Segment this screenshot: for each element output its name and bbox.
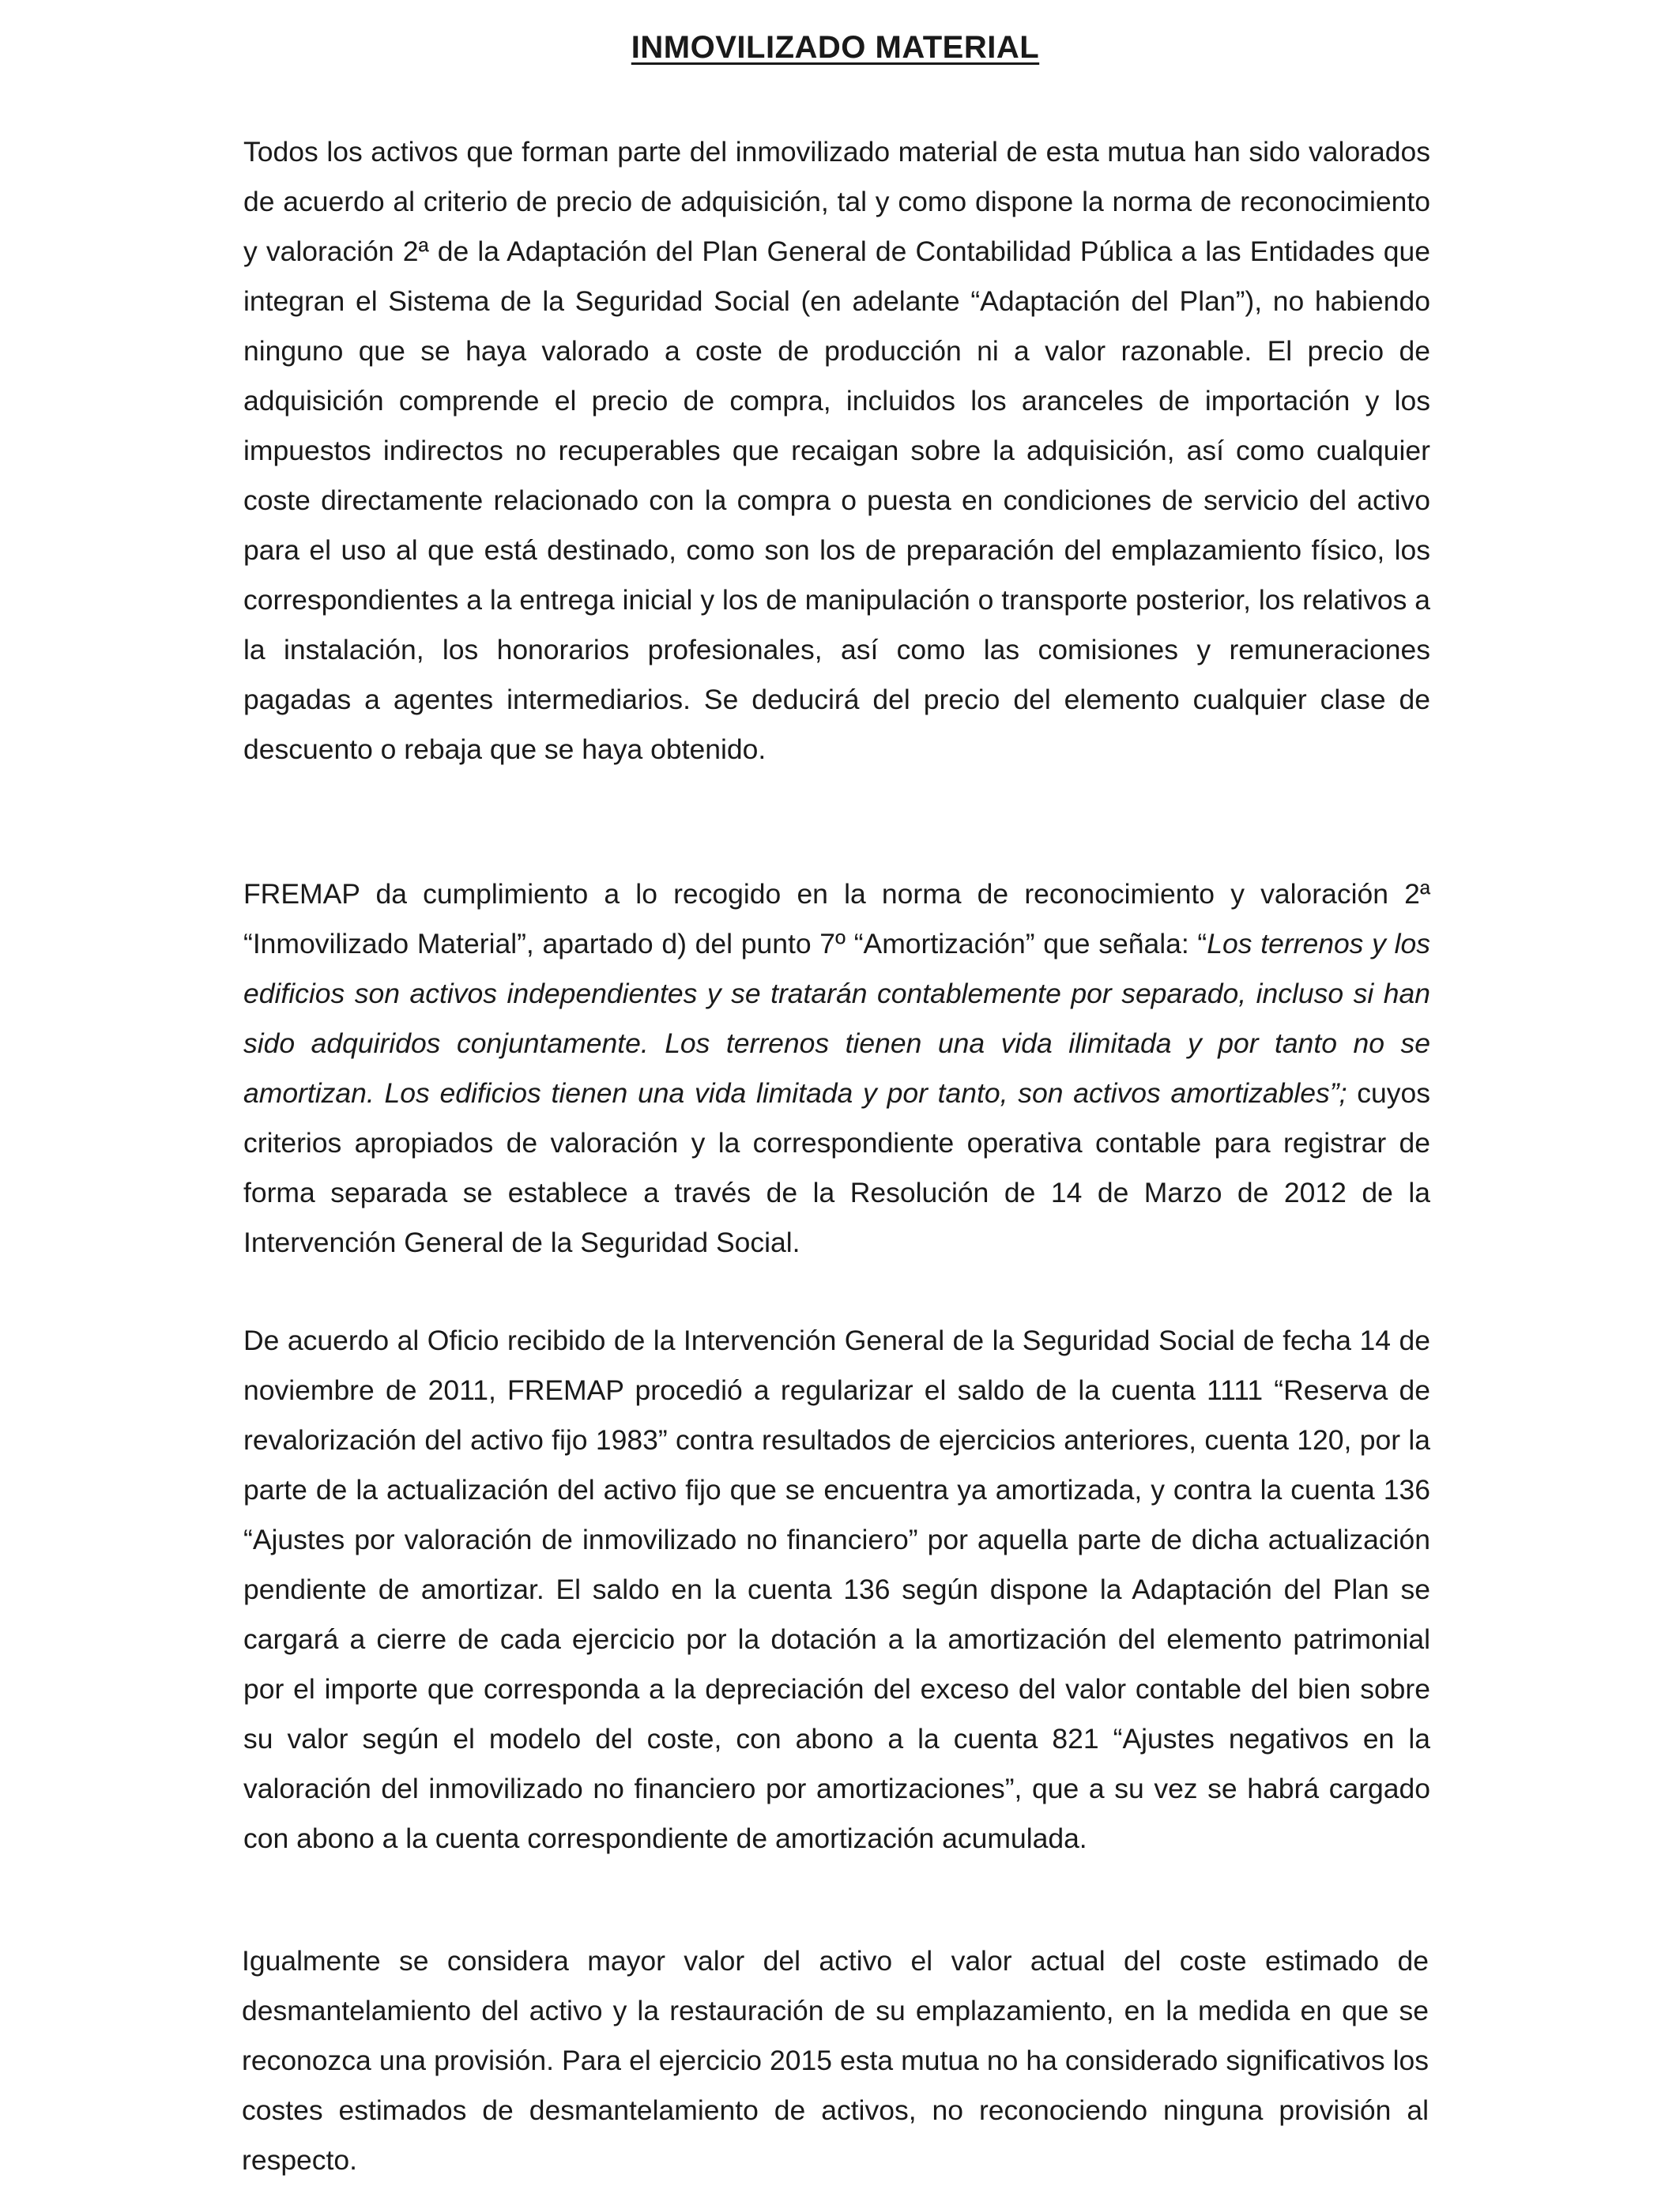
paragraph-intro-text: FREMAP da cumplimiento a lo recogido en la norma de reconocimiento y valoración 2ª “Inmovilizado Material”, apartado d) del punto 7º “Amortización” que señala: “ <box>243 878 1430 959</box>
paragraph-land-buildings <box>243 869 1430 1268</box>
paragraph-revaluation-reserve: De acuerdo al Oficio recibido de la Intervención General de la Seguridad Social de fecha 14 de noviembre de 2011, FREMAP procedió a regularizar el saldo de la cuenta 1111 “Reserva de revalorización del activo fijo 1983” contra resultados de ejercicios anteriores, cuenta 120, por la parte de la actualización del activo fijo que se encuentra ya amortizada, y contra la cuenta 136 “Ajustes por valoración de inmovilizado no financiero” por aquella parte de dicha actualización pendiente de amortizar. El saldo en la cuenta 136 según dispone la Adaptación del Plan se cargará a cierre de cada ejercicio por la dotación a la amortización del elemento patrimonial por el importe que corresponda a la depreciación del exceso del valor contable del bien sobre su valor según el modelo del coste, con abono a la cuenta 821 “Ajustes negativos en la valoración del inmovilizado no financiero por amortizaciones”, que a su vez se habrá cargado con abono a la cuenta correspondiente de amortización acumulada. <box>243 1325 1430 1854</box>
paragraph-dismantling-costs: Igualmente se considera mayor valor del activo el valor actual del coste estimado de desmantelamiento del activo y la restauración de su emplazamiento, en la medida en que se reconozca una provisión. Para el ejercicio 2015 esta mutua no ha considerado significativos los costes estimados de desmantelamiento de activos, no reconociendo ninguna provisión al respecto. <box>242 1945 1429 2176</box>
paragraph-quote-text: Los terrenos y los edificios son activos independientes y se tratarán contablemente por separado, incluso si han sido adquiridos conjuntamente. Los terrenos tienen una vida ilimitada y por tanto no se amortizan. Los edificios tienen una vida limitada y por tanto, son activos amortizables”; <box>243 928 1431 1109</box>
page-title: INMOVILIZADO MATERIAL <box>631 30 1040 65</box>
paragraph-valuation-criteria: Todos los activos que forman parte del inmovilizado material de esta mutua han sido valorados de acuerdo al criterio de precio de adquisición, tal y como dispone la norma de reconocimiento y valoración 2ª de la Adaptación del Plan General de Contabilidad Pública a las Entidades que integran el Sistema de la Seguridad Social (en adelante “Adaptación del Plan”), no habiendo ninguno que se haya valorado a coste de producción ni a valor razonable. El precio de adquisición comprende el precio de compra, incluidos los aranceles de importación y los impuestos indirectos no recuperables que recaigan sobre la adquisición, así como cualquier coste directamente relacionado con la compra o puesta en condiciones de servicio del activo para el uso al que está destinado, como son los de preparación del emplazamiento físico, los correspondientes a la entrega inicial y los de manipulación o transporte posterior, los relativos a la instalación, los honorarios profesionales, así como las comisiones y remuneraciones pagadas a agentes intermediarios. Se deducirá del precio del elemento cualquier clase de descuento o rebaja que se haya obtenido. <box>243 136 1430 765</box>
paragraph-rest-text: cuyos criterios apropiados de valoración y la correspondiente operativa contable para registrar de forma separada se establece a través de la Resolución de 14 de Marzo de 2012 de la Intervención General de la Seguridad Social. <box>243 1077 1430 1258</box>
